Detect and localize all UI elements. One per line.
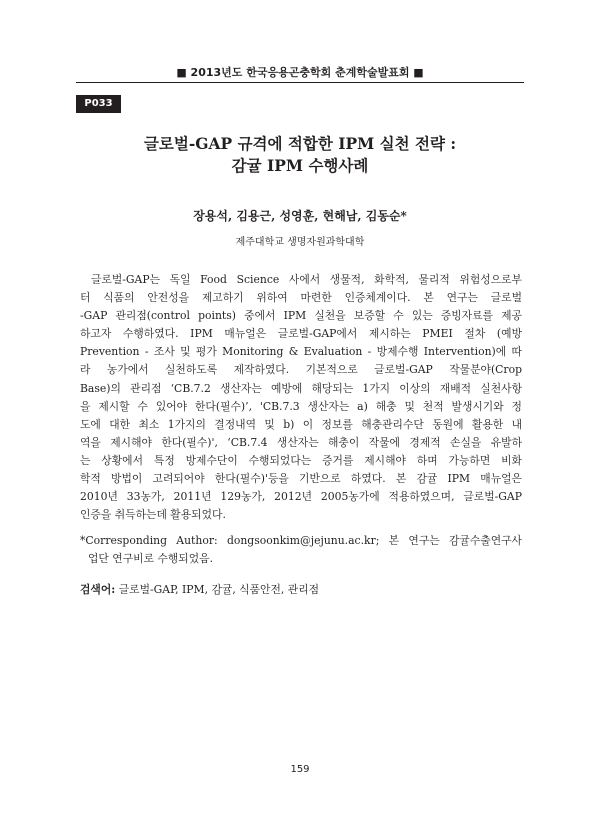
abstract-line: 도에 대한 최소 1가지의 결정내역 및 b) 이 정보를 해충관리수단 동원에 활용한 내 (80, 417, 522, 431)
abstract-body (80, 271, 522, 524)
abstract-line: 인증을 취득하는데 활용되었다. (80, 508, 226, 522)
paper-code-badge: P033 (76, 95, 121, 113)
abstract-line: 역을 제시해야 한다(필수)', ‘CB.7.4 생산자는 해충이 작물에 경제적 손실을 유발하 (80, 435, 522, 449)
keywords-text: 글로벌-GAP, IPM, 감귤, 식품안전, 관리점 (115, 583, 320, 596)
paper-title (76, 133, 524, 177)
keywords-label: 검색어: (80, 583, 116, 596)
affiliation: 제주대학교 생명자원과학대학 (235, 237, 365, 248)
footnote-line-2: 업단 연구비로 수행되었음. (88, 552, 214, 565)
abstract-line: 하고자 수행하였다. IPM 매뉴얼은 글로벌-GAP에서 제시하는 PMEI 절차 (예방 (80, 327, 522, 341)
author-list: 장용석, 김용근, 성영훈, 현해남, 김동순* (193, 209, 407, 223)
abstract-line: -GAP 관리점(control points) 중에서 IPM 실천을 보증할 수 있는 증빙자료를 제공 (80, 309, 522, 323)
abstract-line: 는 상황에서 특정 방제수단이 수행되었다는 증거를 제시해야 하며 가능하면 비화 (80, 453, 522, 467)
abstract-line: 2010년 33농가, 2011년 129농가, 2012년 2005농가에 적용하였으며, 글로벌-GAP (80, 490, 522, 504)
header-divider (76, 82, 524, 83)
abstract-line: 라 농가에서 실천하도록 제작하였다. 기본적으로 글로벌-GAP 작물분야(Crop (80, 363, 522, 377)
keywords (80, 581, 522, 599)
page-number: 159 (290, 764, 310, 775)
title-line-1: 글로벌-GAP 규격에 적합한 IPM 실천 전략 : (143, 134, 457, 153)
abstract-line: Base)의 관리점 ‘CB.7.2 생산자는 예방에 해당되는 1가지 이상의 재배적 실천사항 (80, 381, 522, 395)
conference-header: ■ 2013년도 한국응용곤충학회 춘계학술발표회 ■ (176, 66, 424, 79)
abstract-line: 터 식품의 안전성을 제고하기 위하여 마련한 인증체계이다. 본 연구는 글로벌 (80, 291, 522, 305)
title-line-2: 감귤 IPM 수행사례 (231, 156, 369, 175)
abstract-line: Prevention - 조사 및 평가 Monitoring & Evaluation - 방제수행 Intervention)에 따 (80, 345, 522, 359)
corresponding-author-note (80, 532, 522, 568)
abstract-line: 글로벌-GAP는 독일 Food Science 사에서 생물적, 화학적, 물리적 위험성으로부 (91, 273, 522, 286)
footnote-line-1: *Corresponding Author: dongsoonkim@jejunu.ac.kr; 본 연구는 감귤수출연구사 (80, 534, 522, 547)
abstract-line: 을 제시할 수 있어야 한다(필수)’, 'CB.7.3 생산자는 a) 해충 및 천적 발생시기와 정 (80, 399, 522, 413)
abstract-line: 학적 방법이 고려되어야 한다(필수)'등을 기반으로 하였다. 본 감귤 IPM 매뉴얼은 (80, 472, 522, 486)
